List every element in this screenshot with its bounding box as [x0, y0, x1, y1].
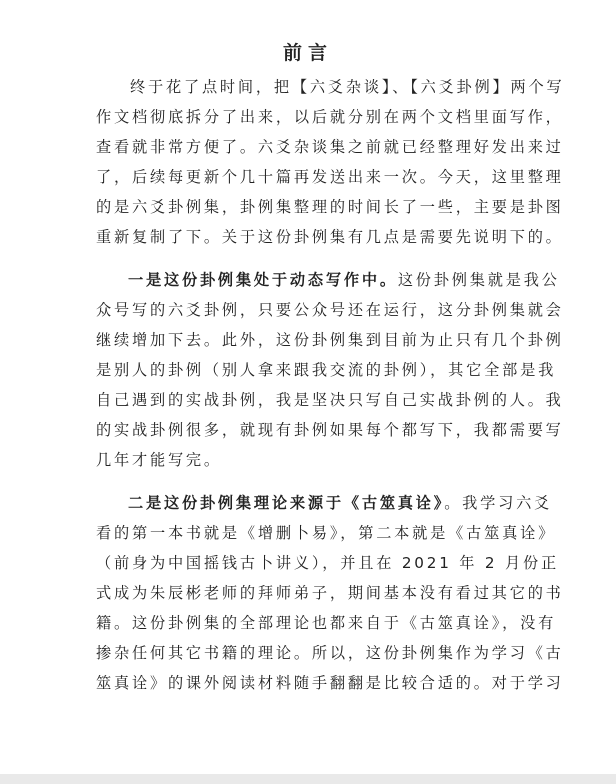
bottom-edge — [0, 774, 616, 784]
point-one-text: 这份卦例集就是我公众号写的六爻卦例，只要公众号还在运行，这分卦例集就会继续增加下去。此外，这份卦例集到目前为止只有几个卦例是别人的卦例（别人拿来跟我交流的卦例），其它全部是我自己遇到的实战卦例，我是坚决只写自己实战卦例的人。我的实战卦例很多，就现有卦例如果每个都写下，我都需要写几年才能写完。 — [96, 271, 564, 469]
point-two-text: 。我学习六爻看的第一本书就是《增删卜易》，第二本就是《古筮真诠》（前身为中国摇钱古卜讲义），并且在 2021 年 2 月份正式成为朱辰彬老师的拜师弟子，期间基本没有看过其它的书籍。这份卦例集的全部理论也都来自于《古筮真诠》，没有掺杂任何其它书籍的理论。所以，这份卦例集作为学习《古筮真诠》的课外阅读材料随手翻翻是比较合适的。对于学习 — [96, 494, 564, 692]
paragraph-point-two — [96, 488, 566, 698]
point-one-heading: 一是这份卦例集处于动态写作中。 — [128, 271, 398, 289]
page-title: 前言 — [282, 42, 333, 64]
paragraph-point-one — [96, 265, 566, 475]
paragraph-intro: 终于花了点时间，把【六爻杂谈】、【六爻卦例】两个写作文档彻底拆分了出来，以后就分别在两个文档里面写作，查看就非常方便了。六爻杂谈集之前就已经整理好发出来过了，后续每更新个几十篇再发送出来一次。今天，这里整理的是六爻卦例集，卦例集整理的时间长了一些，主要是卦图重新复制了下。关于这份卦例集有几点是需要先说明下的。 — [96, 78, 565, 246]
document-body — [96, 72, 566, 711]
point-two-heading: 二是这份卦例集理论来源于《古筮真诠》 — [128, 494, 445, 512]
